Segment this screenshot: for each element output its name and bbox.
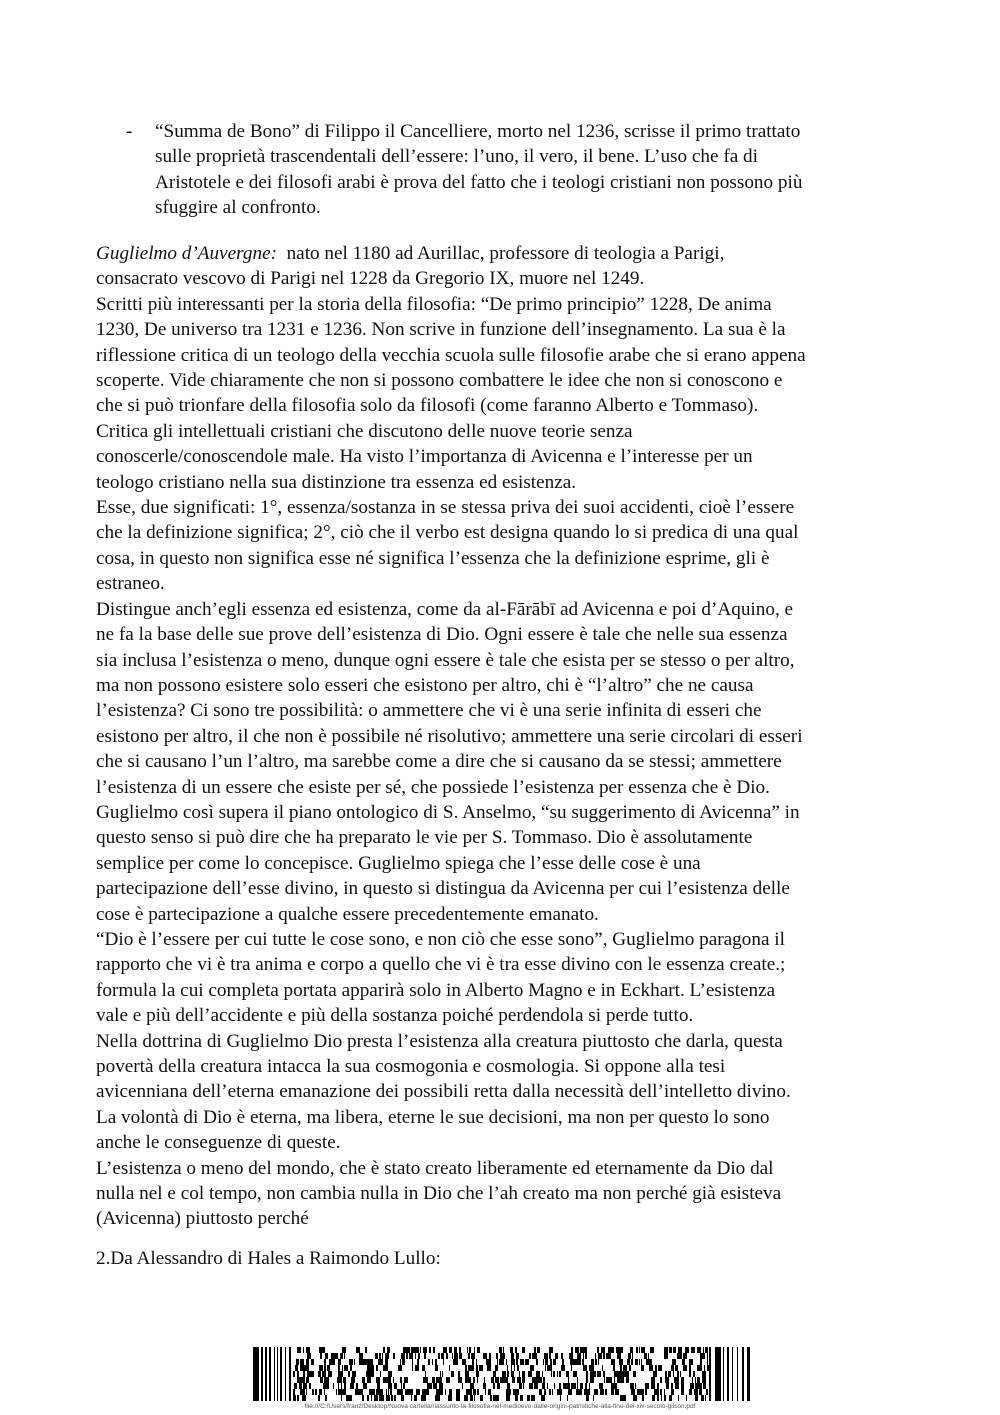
text-line: teologo cristiano nella sua distinzione tra essenza ed esistenza. bbox=[96, 471, 577, 493]
text-line: Distingue anch’egli essenza ed esistenza, come da al-Fārābī ad Avicenna e poi d’Aquino, e bbox=[96, 598, 794, 620]
text-line: nulla nel e col tempo, non cambia nulla in Dio che l’ah creato ma non perché già esisteva bbox=[96, 1183, 782, 1205]
text-line: cose è partecipazione a qualche essere precedentemente emanato. bbox=[96, 903, 599, 925]
text-line: “Summa de Bono” di Filippo il Cancelliere, morto nel 1236, scrisse il primo trattato bbox=[155, 121, 801, 142]
text-line: Guglielmo così supera il piano ontologico di S. Anselmo, “su suggerimento di Avicenna” in bbox=[96, 801, 800, 823]
text-line: l’esistenza? Ci sono tre possibilità: o ammettere che vi è una serie infinita di esseri che bbox=[96, 700, 762, 722]
section-intro-text: nato nel 1180 ad Aurillac, professore di teologia a Parigi, bbox=[276, 243, 725, 264]
text-line: questo senso si può dire che ha preparato le vie per S. Tommaso. Dio è assolutamente bbox=[96, 827, 753, 849]
text-line: povertà della creatura intacca la sua cosmogonia e cosmologia. Si oppone alla tesi bbox=[96, 1056, 726, 1077]
next-chapter-heading: 2.Da Alessandro di Hales a Raimondo Lullo: bbox=[96, 1248, 441, 1269]
pdf417-barcode-icon bbox=[253, 1347, 750, 1401]
text-line: semplice per come lo concepisce. Guglielmo spiega che l’esse delle cose è una bbox=[96, 852, 701, 874]
text-line: sfuggire al confronto. bbox=[155, 197, 321, 219]
section-author-name: Guglielmo d’Auvergne: bbox=[96, 243, 277, 264]
text-line: scoperte. Vide chiaramente che non si possono combattere le idee che non si conoscono e bbox=[96, 370, 783, 392]
text-line: ma non possono esistere solo esseri che esistono per altro, chi è “l’altro” che ne causa bbox=[96, 674, 754, 696]
text-line: Critica gli intellettuali cristiani che discutono delle nuove teorie senza bbox=[96, 420, 633, 442]
text-line: l’esistenza di un essere che esiste per sé, che possiede l’esistenza per essenza che è Dio. bbox=[96, 776, 770, 798]
section-body bbox=[96, 241, 926, 1232]
text-line: anche le conseguenze di queste. bbox=[96, 1132, 341, 1154]
text-line: vale e più dell’accidente e più della sostanza poiché perdendola si perde tutto. bbox=[96, 1005, 694, 1027]
text-line: Esse, due significati: 1°, essenza/sostanza in se stessa priva dei suoi accidenti, cioè l’essere bbox=[96, 497, 795, 519]
text-line: esistono per altro, il che non è possibile né risolutivo; ammettere una serie circolari di esseri bbox=[96, 725, 803, 747]
text-line: “Dio è l’essere per cui tutte le cose sono, e non ciò che esse sono”, Guglielmo paragona il bbox=[96, 928, 785, 950]
text-line: che si può trionfare della filosofia solo da filosofi (come faranno Alberto e Tommaso). bbox=[96, 395, 759, 417]
text-line: La volontà di Dio è eterna, ma libera, eterne le sue decisioni, ma non per questo lo sono bbox=[96, 1106, 770, 1128]
text-line: Scritti più interessanti per la storia della filosofia: “De primo principio” 1228, De anima bbox=[96, 293, 772, 315]
text-line: 1230, De universo tra 1231 e 1236. Non scrive in funzione dell’insegnamento. La sua è la bbox=[96, 319, 786, 341]
text-line: (Avicenna) piuttosto perché bbox=[96, 1208, 309, 1230]
text-line: Aristotele e dei filosofi arabi è prova del fatto che i teologi cristiani non possono più bbox=[155, 171, 803, 193]
bullet-marker: - bbox=[126, 121, 133, 142]
text-line: formula la cui completa portata apparirà solo in Alberto Magno e in Eckhart. L’esistenza bbox=[96, 979, 776, 1001]
text-line: cosa, in questo non significa esse né significa l’essenza che la definizione esprime, gli è bbox=[96, 547, 770, 569]
section-first-line bbox=[96, 241, 926, 266]
text-line: che si causano l’un l’altro, ma sarebbe come a dire che si causano da se stessi; ammettere bbox=[96, 751, 782, 773]
text-line: sia inclusa l’esistenza o meno, dunque ogni essere è tale che esista per se stesso o per altro, bbox=[96, 649, 795, 671]
text-line: partecipazione dell’esse divino, in questo si distingua da Avicenna per cui l’esistenza delle bbox=[96, 878, 790, 900]
text-line: Nella dottrina di Guglielmo Dio presta l’esistenza alla creatura piuttosto che darla, questa bbox=[96, 1030, 783, 1052]
text-line: avicenniana dell’eterna emanazione dei possibili retta dalla necessità dell’intelletto divino. bbox=[96, 1081, 791, 1103]
text-line: L’esistenza o meno del mondo, che è stato creato liberamente ed eternamente da Dio dal bbox=[96, 1157, 774, 1179]
text-line: sulle proprietà trascendentali dell’essere: l’uno, il vero, il bene. L’uso che fa di bbox=[155, 146, 758, 168]
bullet-text bbox=[155, 119, 925, 221]
text-line: rapporto che vi è tra anima e corpo a quello che vi è tra esse divino con le essenza create.; bbox=[96, 954, 786, 976]
text-line: che la definizione significa; 2°, ciò che il verbo est designa quando lo si predica di una qual bbox=[96, 522, 799, 544]
text-line: estraneo. bbox=[96, 573, 165, 595]
text-line: conoscerle/conoscendole male. Ha visto l’importanza di Avicenna e l’interesse per un bbox=[96, 446, 753, 468]
text-line: consacrato vescovo di Parigi nel 1228 da Gregorio IX, muore nel 1249. bbox=[96, 268, 645, 290]
text-line: riflessione critica di un teologo della vecchia scuola sulle filosofie arabe che si erano appena bbox=[96, 344, 806, 366]
file-path-footer: file:///C:/Users/franz/Desktop/Nuova cartella/riassunto-la-filosofia-nel-medioevo-dalle-origini-patristiche-alla-fine-del-xiv-secolo-gilson.pdf bbox=[304, 1403, 696, 1410]
text-line: ne fa la base delle sue prove dell’esistenza di Dio. Ogni essere è tale che nelle sua essenza bbox=[96, 624, 788, 646]
